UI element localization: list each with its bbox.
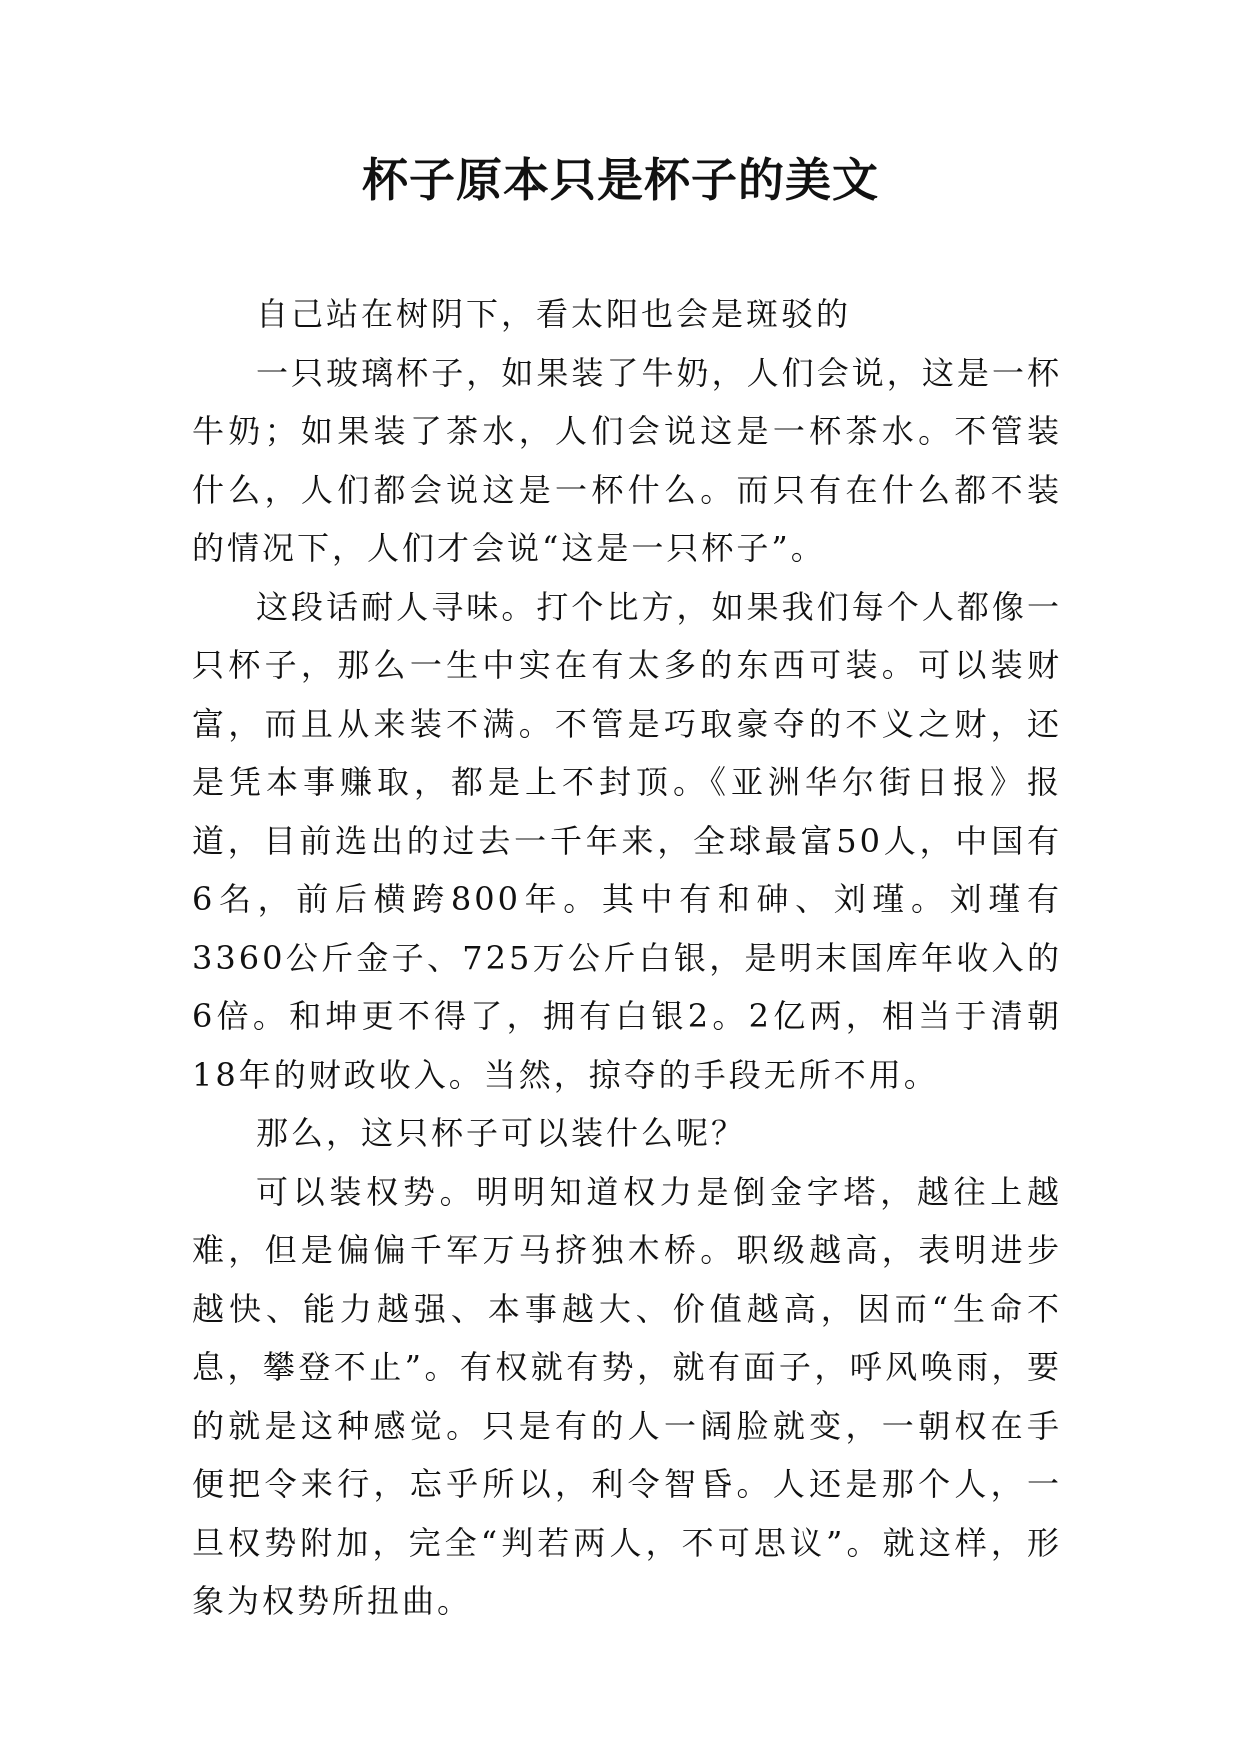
paragraph-4: 那么，这只杯子可以装什么呢？ bbox=[256, 1114, 747, 1152]
document-title: 杯子原本只是杯子的美文 bbox=[362, 153, 879, 207]
paragraph-3: 这段话耐人寻味。打个比方，如果我们每个人都像一只杯子，那么一生中实在有太多的东西可装。可以装财富，而且从来装不满。不管是巧取豪夺的不义之财，还是凭本事赚取，都是上不封顶。《亚洲华尔街日报》报道，目前选出的过去一千年来，全球最富50人，中国有6名，前后横跨800年。其中有和砷、刘瑾。刘瑾有3360公斤金子、725万公斤白银，是明末国库年收入的6倍。和坤更不得了，拥有白银2。2亿两，相当于清朝18年的财政收入。当然，掠夺的手段无所不用。 bbox=[192, 587, 1062, 1094]
paragraph-5: 可以装权势。明明知道权力是倒金字塔，越往上越难，但是偏偏千军万马挤独木桥。职级越高，表明进步越快、能力越强、本事越大、价值越高，因而“生命不息，攀登不止”。有权就有势，就有面子，呼风唤雨，要的就是这种感觉。只是有的人一阔脸就变，一朝权在手便把令来行，忘乎所以，利令智昏。人还是那个人，一旦权势附加，完全“判若两人，不可思议”。就这样，形象为权势所扭曲。 bbox=[192, 1172, 1062, 1620]
paragraph-1: 自己站在树阴下，看太阳也会是斑驳的 bbox=[256, 295, 852, 333]
paragraph-2: 一只玻璃杯子，如果装了牛奶，人们会说，这是一杯牛奶；如果装了茶水，人们会说这是一杯茶水。不管装什么，人们都会说这是一杯什么。而只有在什么都不装的情况下，人们才会说“这是一只杯子”。 bbox=[192, 353, 1062, 567]
document-body bbox=[192, 285, 1062, 1631]
